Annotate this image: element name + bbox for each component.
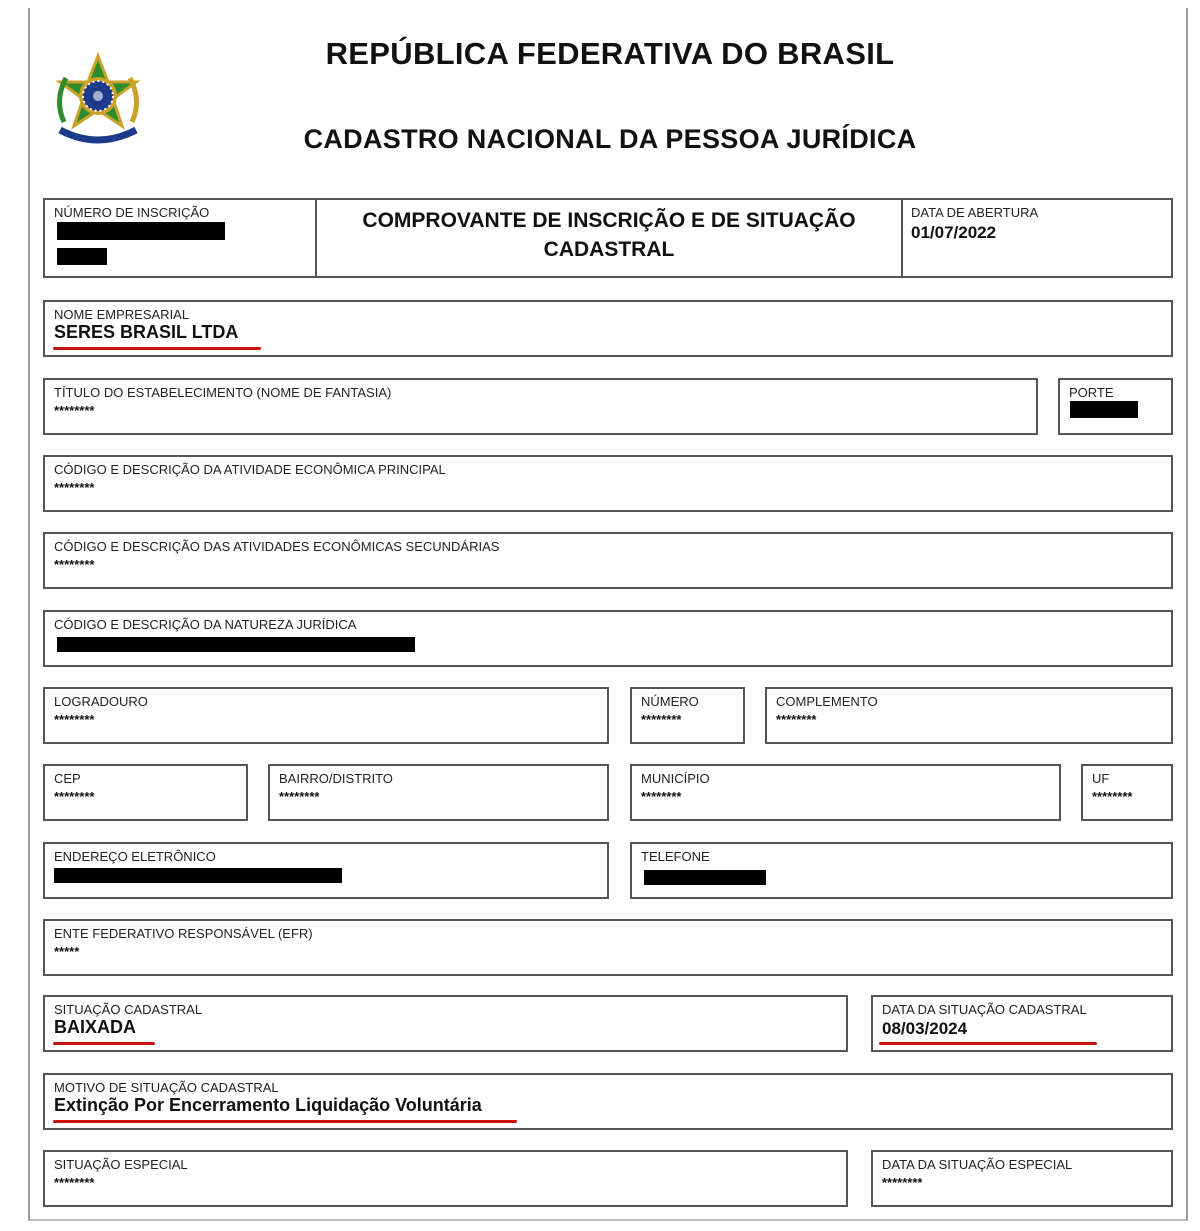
- data-situacao-field: [871, 995, 1173, 1052]
- field-label: MOTIVO DE SITUAÇÃO CADASTRAL: [54, 1080, 279, 1095]
- field-label: ENDEREÇO ELETRÔNICO: [54, 849, 216, 864]
- atividades-secundarias-field: [43, 532, 1173, 589]
- redacted-value: [1070, 401, 1138, 418]
- titulo-value: ********: [54, 403, 95, 418]
- red-underline: [879, 1042, 1097, 1045]
- redacted-value: [57, 222, 225, 240]
- uf-value: ********: [1092, 789, 1133, 804]
- comprovante-line-1: COMPROVANTE DE INSCRIÇÃO E DE SITUAÇÃO: [362, 209, 856, 232]
- email-field: [43, 842, 609, 899]
- redacted-value: [57, 637, 415, 652]
- situacao-value: BAIXADA: [54, 1017, 137, 1037]
- field-label: SITUAÇÃO CADASTRAL: [54, 1002, 203, 1017]
- abertura-label: DATA DE ABERTURA: [911, 205, 1039, 220]
- field-label: PORTE: [1069, 385, 1114, 400]
- field-label: DATA DA SITUAÇÃO ESPECIAL: [882, 1157, 1073, 1172]
- field-label: CÓDIGO E DESCRIÇÃO DA ATIVIDADE ECONÔMICA PRINCIPAL: [54, 462, 446, 477]
- situacao-cadastral-field: [43, 995, 848, 1052]
- field-label: TELEFONE: [641, 849, 710, 864]
- motivo-value: Extinção Por Encerramento Liquidação Voluntária: [54, 1095, 482, 1115]
- situacao-especial-value: ********: [54, 1175, 95, 1190]
- municipio-field: [630, 764, 1061, 821]
- red-underline: [53, 347, 261, 350]
- logradouro-field: [43, 687, 609, 744]
- field-label: CEP: [54, 771, 81, 786]
- nome-empresarial-value: SERES BRASIL LTDA: [54, 322, 239, 342]
- page-title: REPÚBLICA FEDERATIVA DO BRASIL: [325, 36, 895, 71]
- complemento-field: [765, 687, 1173, 744]
- municipio-value: ********: [641, 789, 682, 804]
- field-label: UF: [1092, 771, 1110, 786]
- natureza-juridica-field: [43, 610, 1173, 667]
- field-label: MUNICÍPIO: [641, 771, 710, 786]
- complemento-value: ********: [776, 712, 817, 727]
- cep-value: ********: [54, 789, 95, 804]
- situacao-especial-field: [43, 1150, 848, 1207]
- field-label: TÍTULO DO ESTABELECIMENTO (NOME DE FANTASIA): [54, 385, 392, 400]
- redacted-value: [54, 868, 342, 883]
- field-label: LOGRADOURO: [54, 694, 148, 709]
- data-situacao-value: 08/03/2024: [882, 1019, 968, 1038]
- titulo-field: [43, 378, 1038, 435]
- uf-field: [1081, 764, 1173, 821]
- numero-field: [630, 687, 745, 744]
- nome-empresarial-field: [43, 300, 1173, 357]
- field-label: CÓDIGO E DESCRIÇÃO DAS ATIVIDADES ECONÔMICAS SECUNDÁRIAS: [54, 539, 500, 554]
- telefone-field: [630, 842, 1173, 899]
- field-label: DATA DA SITUAÇÃO CADASTRAL: [882, 1002, 1087, 1017]
- logradouro-value: ********: [54, 712, 95, 727]
- redacted-value: [57, 248, 107, 265]
- inscricao-label: NÚMERO DE INSCRIÇÃO: [54, 205, 210, 220]
- bairro-value: ********: [279, 789, 320, 804]
- efr-field: [43, 919, 1173, 976]
- field-label: NOME EMPRESARIAL: [54, 307, 190, 322]
- bairro-field: [268, 764, 609, 821]
- redacted-value: [644, 870, 766, 885]
- red-underline: [53, 1042, 155, 1045]
- porte-field: [1058, 378, 1173, 435]
- data-situacao-especial-field: [871, 1150, 1173, 1207]
- data-situacao-especial-value: ********: [882, 1175, 923, 1190]
- coat-of-arms-icon: [52, 52, 144, 148]
- header-info-box: [43, 198, 1173, 278]
- comprovante-title: [315, 206, 903, 264]
- comprovante-line-2: CADASTRAL: [543, 238, 675, 261]
- field-label: ENTE FEDERATIVO RESPONSÁVEL (EFR): [54, 926, 313, 941]
- field-label: CÓDIGO E DESCRIÇÃO DA NATUREZA JURÍDICA: [54, 617, 357, 632]
- efr-value: *****: [54, 944, 80, 959]
- page-subtitle: CADASTRO NACIONAL DA PESSOA JURÍDICA: [303, 124, 917, 154]
- abertura-value: 01/07/2022: [911, 223, 997, 242]
- cep-field: [43, 764, 248, 821]
- numero-value: ********: [641, 712, 682, 727]
- atividade-principal-value: ********: [54, 480, 95, 495]
- atividades-secundarias-value: ********: [54, 557, 95, 572]
- red-underline: [53, 1120, 517, 1123]
- atividade-principal-field: [43, 455, 1173, 512]
- field-label: BAIRRO/DISTRITO: [279, 771, 393, 786]
- field-label: NÚMERO: [641, 694, 699, 709]
- field-label: COMPLEMENTO: [776, 694, 878, 709]
- field-label: SITUAÇÃO ESPECIAL: [54, 1157, 188, 1172]
- motivo-field: [43, 1073, 1173, 1130]
